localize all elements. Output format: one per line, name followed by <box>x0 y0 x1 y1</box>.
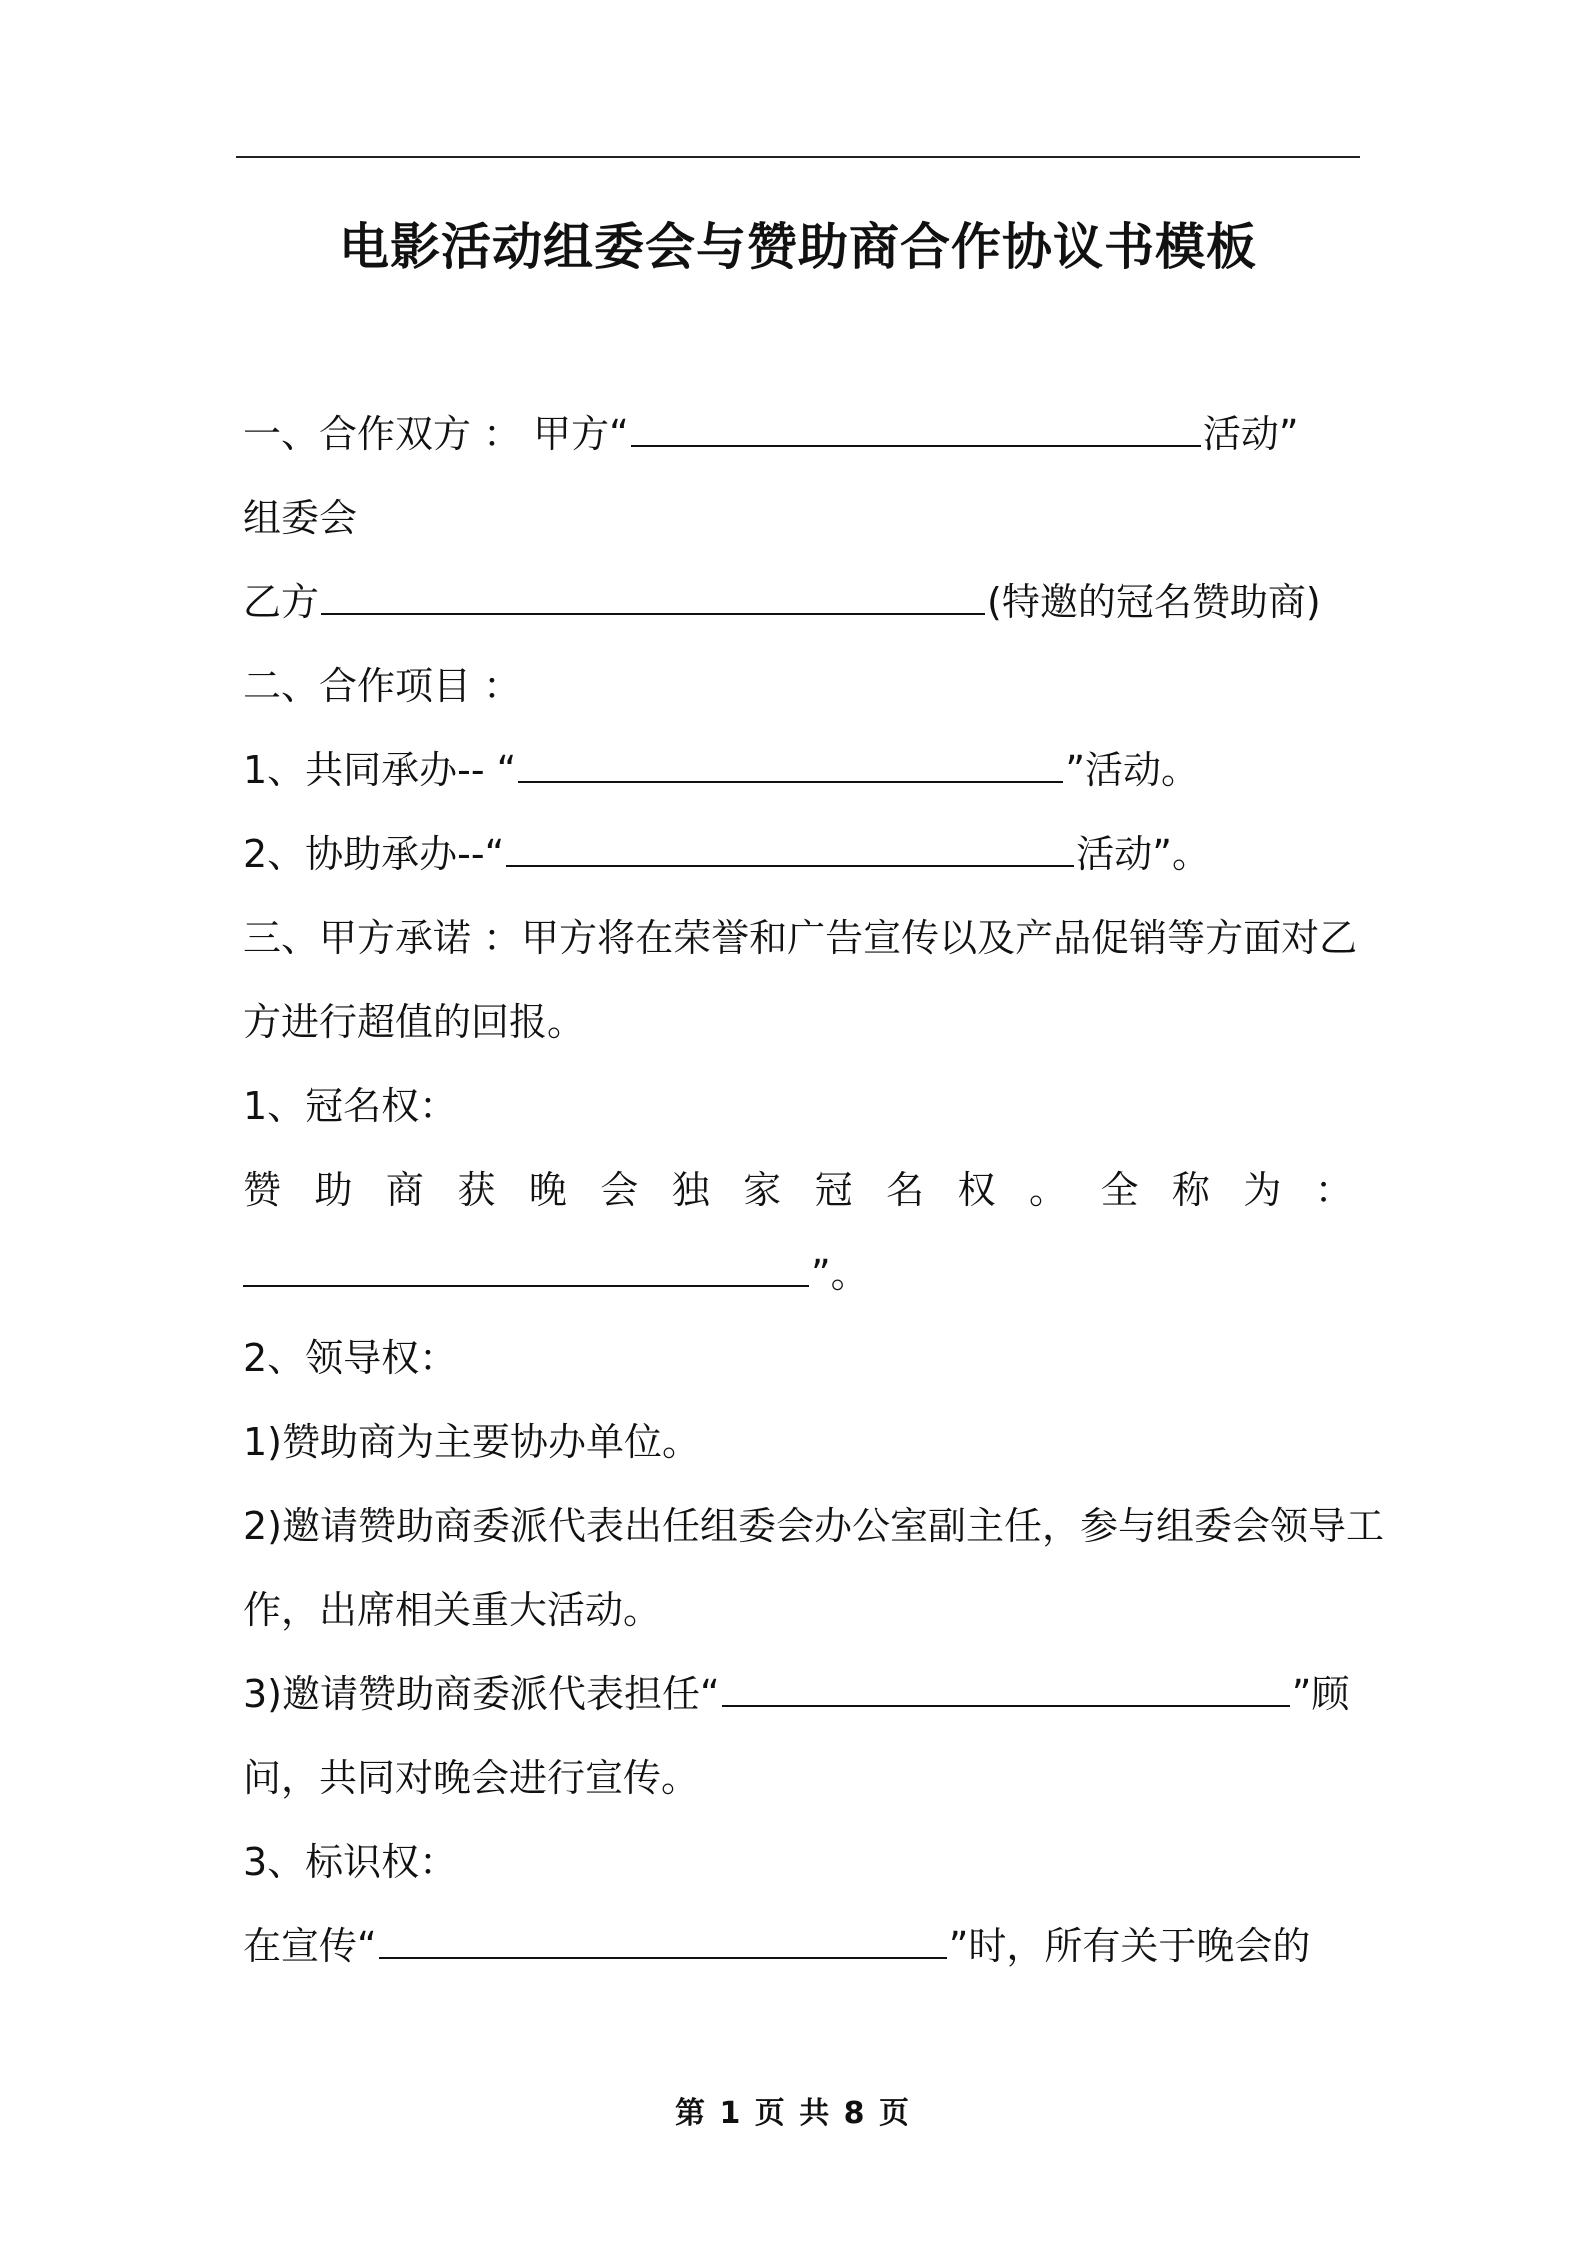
advisor-blank <box>722 1671 1290 1707</box>
naming-rights-heading: 1、冠名权： <box>243 1084 458 1128</box>
header-rule <box>236 156 1360 158</box>
full-name-blank <box>243 1251 809 1287</box>
leadership-item-3-cont: 问，共同对晚会进行宣传。 <box>243 1756 700 1800</box>
party-a-blank <box>631 411 1201 447</box>
full-name-line: ”。 <box>243 1246 869 1302</box>
section-2-heading: 二、合作项目 ： <box>243 664 522 708</box>
leadership-heading: 2、领导权： <box>243 1336 458 1380</box>
item-1-blank <box>518 747 1063 783</box>
leadership-item-3: 3)邀请赞助商委派代表担任“ ”顾 <box>243 1672 1350 1716</box>
item-1-line: 1、共同承办-- “ ”活动。 <box>243 748 1200 792</box>
item-2-line: 2、协助承办--“ 活动”。 <box>243 832 1210 876</box>
leadership-item-1: 1)赞助商为主要协办单位。 <box>243 1420 701 1464</box>
logo-rights-heading: 3、标识权： <box>243 1840 458 1884</box>
naming-rights-text: 赞 助 商 获 晚 会 独 家 冠 名 权 。 全 称 为 ： <box>243 1168 1353 1212</box>
document-title: 电影活动组委会与赞助商合作协议书模板 <box>339 218 1257 276</box>
party-b-blank <box>321 579 985 615</box>
leadership-item-2-cont: 作，出席相关重大活动。 <box>243 1588 662 1632</box>
promotion-blank <box>379 1923 947 1959</box>
section-3-cont: 方进行超值的回报。 <box>243 1000 586 1044</box>
leadership-item-2: 2)邀请赞助商委派代表出任组委会办公室副主任，参与组委会领导工 <box>243 1504 1385 1548</box>
party-a-line-cont: 组委会 <box>243 496 358 540</box>
section-3-heading: 三、甲方承诺 ：甲方将在荣誉和广告宣传以及产品促销等方面对乙 <box>243 916 1358 960</box>
logo-rights-text: 在宣传“ ”时，所有关于晚会的 <box>243 1924 1311 1968</box>
page-number-footer: 第 1 页 共 8 页 <box>675 2096 911 2131</box>
item-2-blank <box>506 831 1074 867</box>
party-a-line: 一、合作双方 ： 甲方“ 活动” <box>243 412 1299 456</box>
party-b-line: 乙方 (特邀的冠名赞助商) <box>243 580 1321 624</box>
